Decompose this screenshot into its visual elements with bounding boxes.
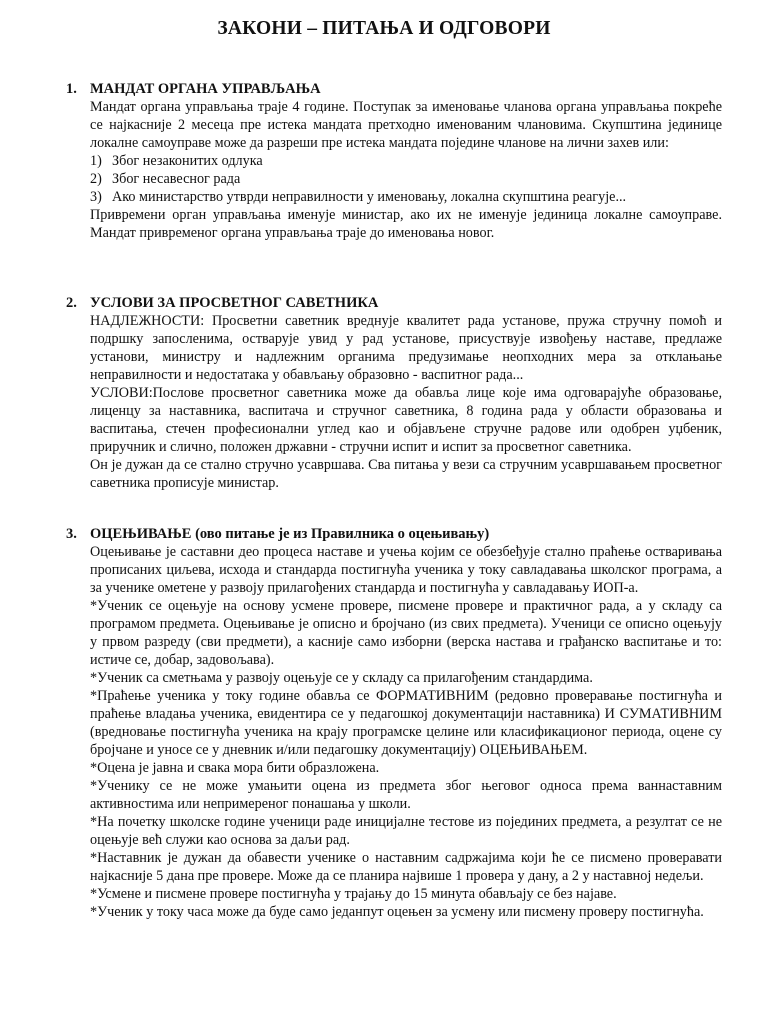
- section-number: 3.: [66, 526, 77, 542]
- section-body: [66, 312, 722, 492]
- list-item-text: Због несавесног рада: [112, 171, 241, 187]
- paragraph: *Усмене и писмене провере постигнућа у трајању до 15 минута обављају се без најаве.: [90, 886, 617, 902]
- section-body: [66, 98, 722, 242]
- list-item: [90, 188, 722, 206]
- paragraph: *Оцена је јавна и свака мора бити образложена.: [90, 760, 380, 776]
- paragraph: НАДЛЕЖНОСТИ: Просветни саветник вреднује квалитет рада установе, пружа стручну помоћ и подршку запосленима, остварује увид у рад установе, присуствује извођењу наставе, предлаже установи, министру и надлежним органима предузимање неопходних мера за отклањање неправилности и недостатака у обављању образовно - васпитног рада...: [90, 313, 722, 383]
- paragraph: *Ученик са сметњама у развоју оцењује се у складу са прилагођеним стандардима.: [90, 670, 593, 686]
- section-number: 2.: [66, 295, 77, 311]
- paragraph: *Ученику се не може умањити оцена из предмета због његовог односа према ваннаставним активностима или непримереног понашања у школи.: [90, 778, 722, 812]
- paragraph: Мандат органа управљања траје 4 године. Поступак за именовање чланова органа управљања покреће се најкасније 2 месеца пре истека мандата претходно именованим члановима. Скупштина јединице локалне самоуправе може да разреши пре истека мандата поједине чланове на лични захев или:: [90, 99, 722, 151]
- list-item-number: 2): [90, 171, 102, 187]
- section-title: ОЦЕЊИВАЊЕ (ово питање је из Правилника о оцењивању): [90, 526, 490, 542]
- list-item-text: Због незаконитих одлука: [112, 153, 263, 169]
- list-item: [90, 170, 722, 188]
- section-grading: [66, 525, 722, 921]
- paragraph: УСЛОВИ:Послове просветног саветника може да обавља лице које има одговарајуће образовање, лиценцу за наставника, васпитача и стручног саветника, 8 година рада у области образовања и васпитања, стечен професионални углед као и објављене стручне радове или одобрен уџбеник, приручник и слично, положен државни - стручни испит и испит за просветног саветника.: [90, 385, 722, 455]
- paragraph: *На почетку школске године ученици раде иницијалне тестове из појединих предмета, а резултат се не оцењује већ служи као основа за даљи рад.: [90, 814, 722, 848]
- paragraph: Оцењивање је саставни део процеса наставе и учења којим се обезбеђује стално праћење остваривања прописаних циљева, исхода и стандарда постигнућа ученика у току савладавања школског програма, а за ученике ометене у развоју прилагођених стандарда и постигнућа у савладавању ИОП-а.: [90, 544, 722, 596]
- paragraph: Привремени орган управљања именује министар, ако их не именује јединица локалне самоуправе. Мандат привременог органа управљања траје до именовања новог.: [90, 207, 722, 241]
- list-item-text: Ако министарство утврди неправилности у именовању, локална скупштина реагује...: [112, 189, 627, 205]
- section-title: МАНДАТ ОРГАНА УПРАВЉАЊА: [90, 81, 321, 97]
- section-title: УСЛОВИ ЗА ПРОСВЕТНОГ САВЕТНИКА: [90, 295, 379, 311]
- paragraph: *Праћење ученика у току године обавља се ФОРМАТИВНИМ (редовно проверавање постигнућа и праћење владања ученика, евидентира се у педагошкој документацији наставника) И СУМАТИВНИМ (вредновање постигнућа ученика на крају програмске целине или класификационог периода, оцене су бројчане и уносе се у дневник и/или педагошку документацију) ОЦЕЊИВАЊЕМ.: [90, 688, 722, 758]
- section-mandate: [66, 80, 722, 242]
- section-heading: [66, 525, 722, 543]
- paragraph: *Ученик се оцењује на основу усмене провере, писмене провере и практичног рада, а у складу са програмом предмета. Оцењивање је описно и бројчано (из свих предмета). Ученици се описно оцењују у првом разреду (сви предмети), а касније само изборни (верска настава и грађанско васпитање и то: истиче се, добар, задовољава).: [90, 598, 722, 668]
- paragraph: *Наставник је дужан да обавести ученике о наставним садржајима који ће се писмено проверавати најкасније 5 дана пре провере. Може да се планира највише 1 провера у дану, а 2 у наставној недељи.: [90, 850, 722, 884]
- list-item-number: 3): [90, 189, 102, 205]
- list-item: [90, 152, 722, 170]
- section-advisor: [66, 294, 722, 492]
- paragraph: Он је дужан да се стално стручно усавршава. Сва питања у вези са стручним усавршавањем просветног саветника прописује министар.: [90, 457, 722, 491]
- paragraph: *Ученик у току часа може да буде само једанпут оцењен за усмену или писмену проверу постигнућа.: [90, 904, 704, 920]
- section-heading: [66, 294, 722, 312]
- document-title: ЗАКОНИ – ПИТАЊА И ОДГОВОРИ: [217, 18, 551, 39]
- section-heading: [66, 80, 722, 98]
- section-number: 1.: [66, 81, 77, 97]
- section-body: [66, 543, 722, 921]
- list-item-number: 1): [90, 153, 102, 169]
